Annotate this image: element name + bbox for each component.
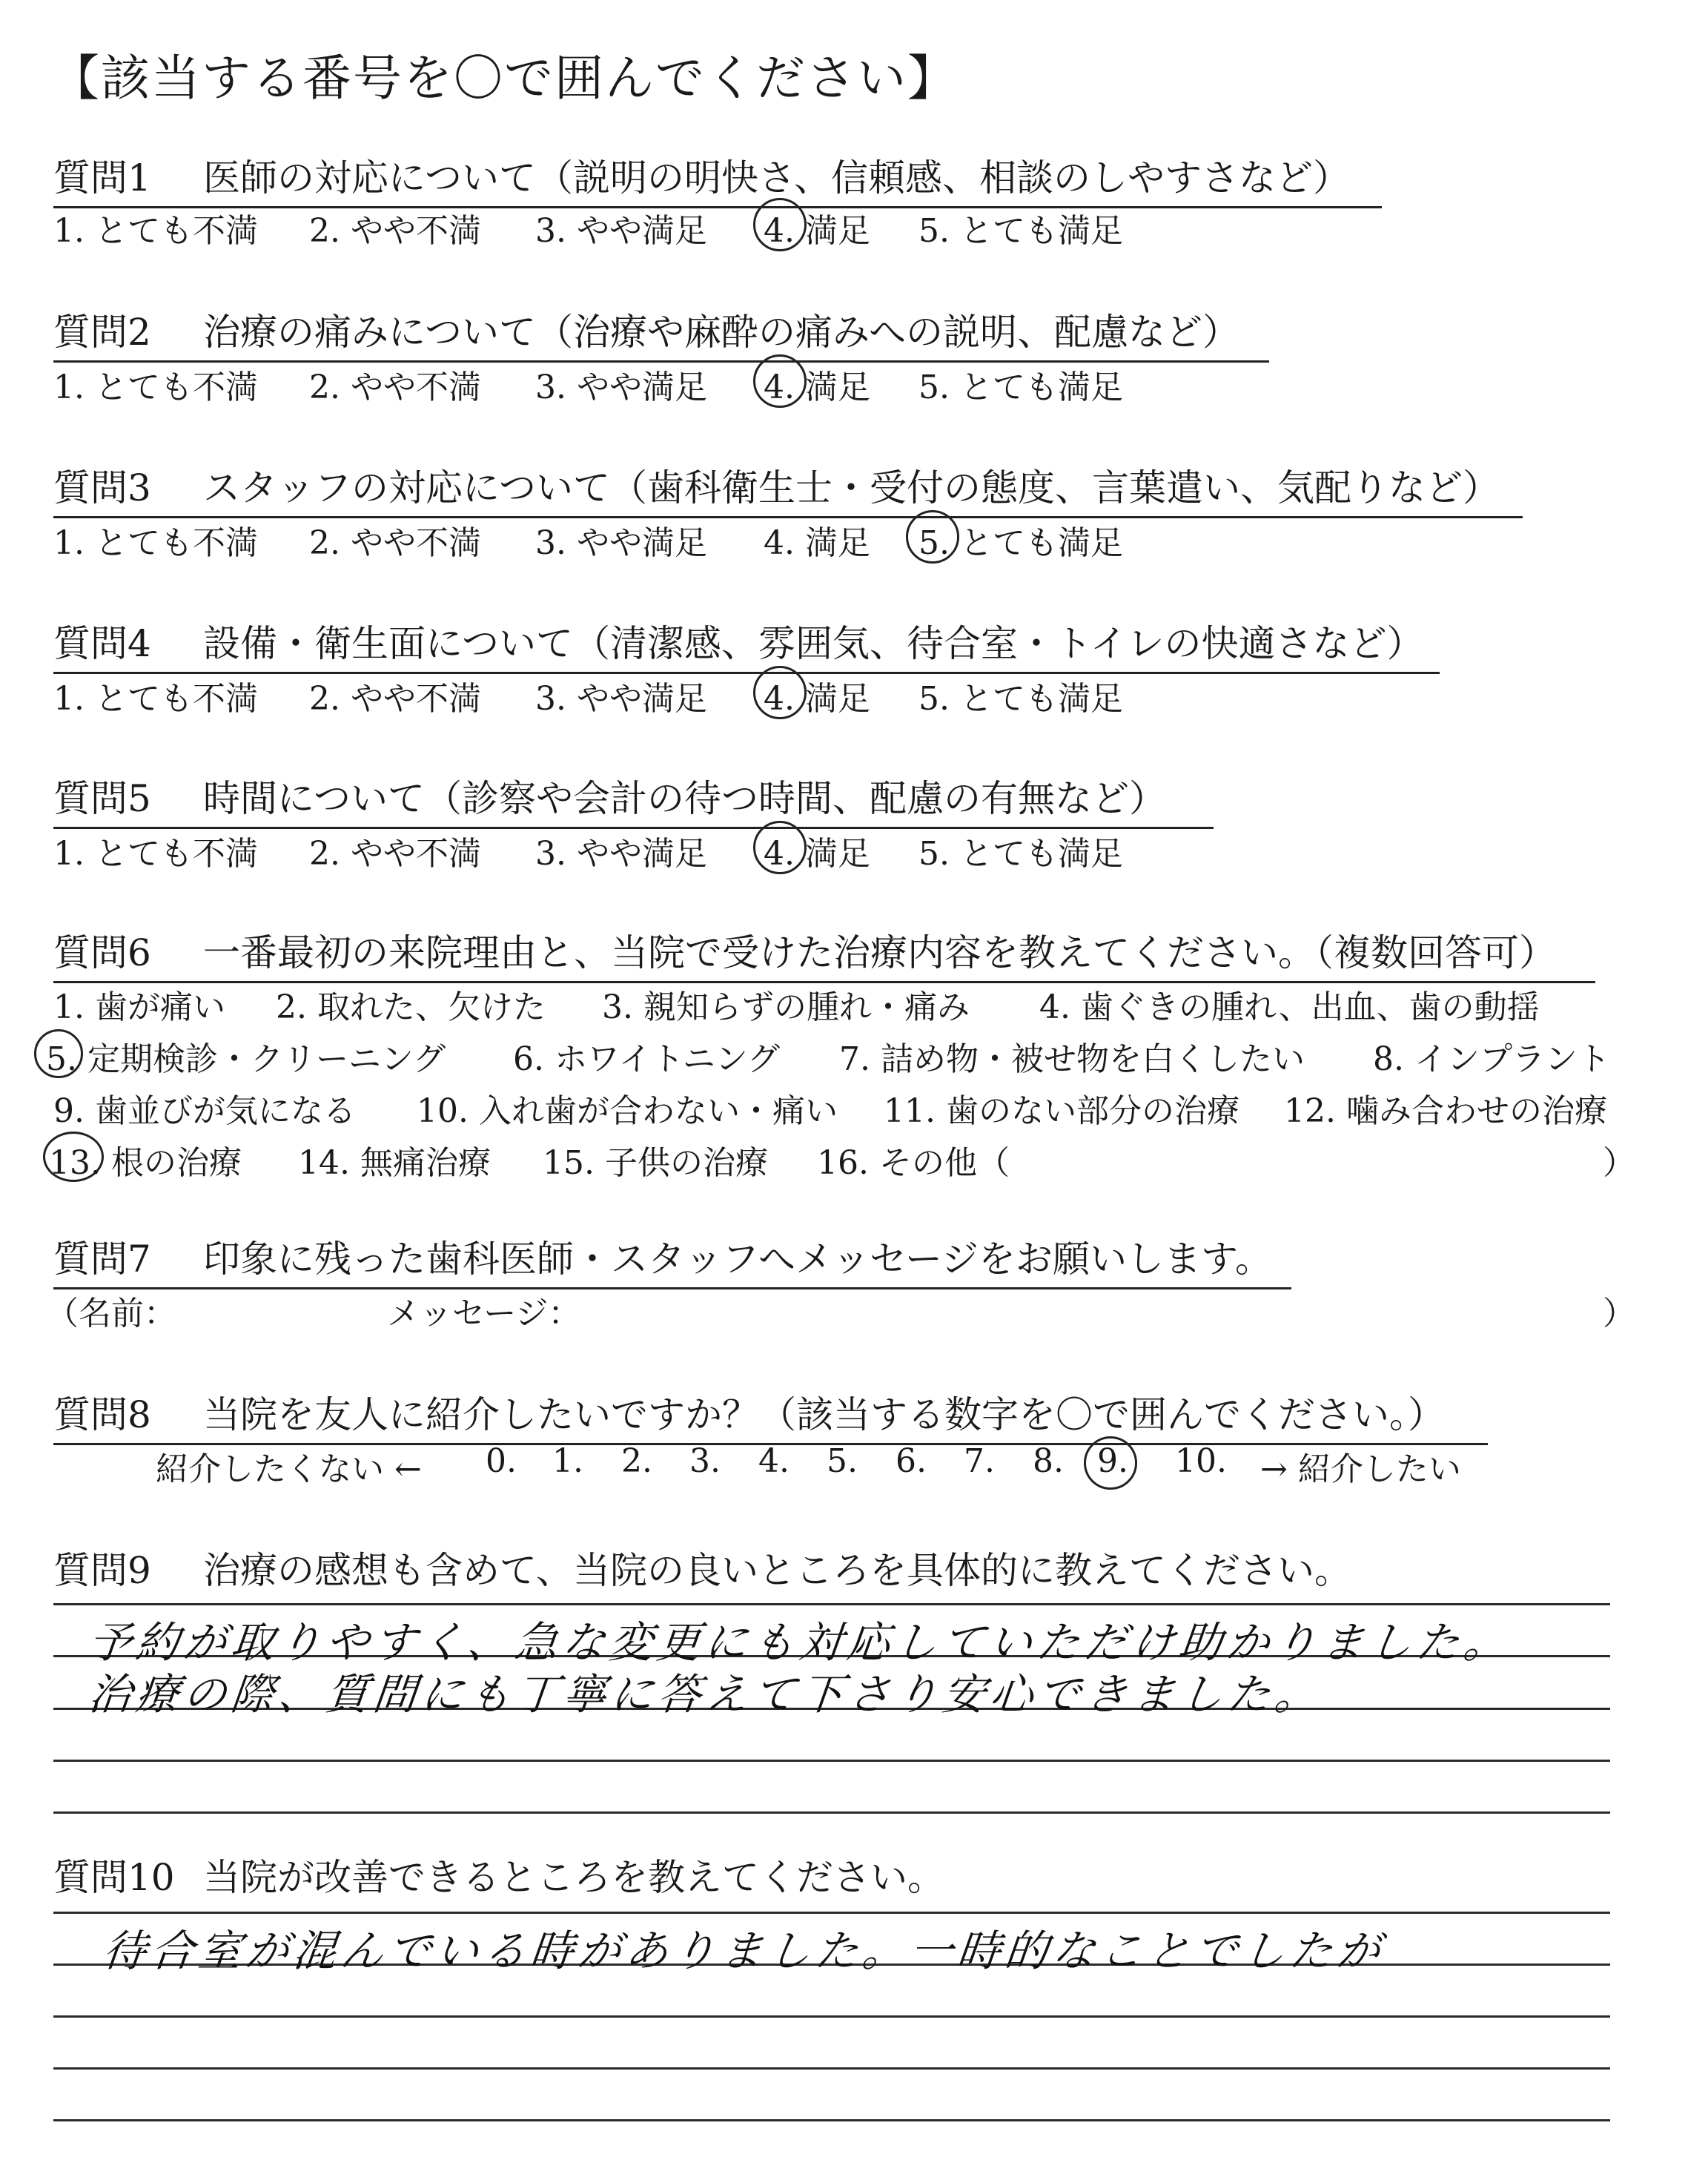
q4-option-3[interactable]: 3. やや満足 [535, 680, 707, 718]
q6-option-15[interactable]: 15. 子供の治療 [543, 1144, 768, 1182]
q1-option-5[interactable]: 5. とても満足 [918, 212, 1123, 250]
q8-left-label: 紹介したくない ← [156, 1450, 422, 1488]
q10-answer-line-3 [53, 2015, 1610, 2018]
q4-option-4[interactable]: 4. 満足 [764, 680, 870, 718]
question-8-text: 当院を友人に紹介したいですか？（該当する数字を〇で囲んでください。） [203, 1393, 1445, 1436]
q8-option-3[interactable]: 3. [689, 1442, 721, 1480]
question-1-heading [53, 148, 1382, 208]
question-4-heading [53, 614, 1440, 674]
q6-option-9[interactable]: 9. 歯並びが気になる [53, 1092, 356, 1130]
q3-option-1[interactable]: 1. とても不満 [53, 524, 258, 562]
q10-handwritten-answer-1: 待合室が混んでいる時がありました。一時的なことでしたが [100, 1926, 1388, 1976]
page-title: 【該当する番号を〇で囲んでください】 [50, 50, 958, 107]
q6-option-14[interactable]: 14. 無痛治療 [298, 1144, 491, 1182]
q6-option-3[interactable]: 3. 親知らずの腫れ・痛み [602, 988, 970, 1026]
q8-option-6[interactable]: 6. [896, 1442, 927, 1480]
q10-answer-line-5 [53, 2119, 1610, 2121]
q6-option-6[interactable]: 6. ホワイトニング [513, 1040, 781, 1078]
question-7-text: 印象に残った歯科医師・スタッフへメッセージをお願いします。 [203, 1238, 1272, 1281]
q9-answer-line-4 [53, 1760, 1610, 1762]
q10-answer-line-4 [53, 2067, 1610, 2070]
q6-option-13[interactable]: 13. 根の治療 [49, 1144, 242, 1182]
q8-option-5[interactable]: 5. [827, 1442, 858, 1480]
question-9-number: 質問9 [53, 1549, 151, 1592]
question-10-text: 当院が改善できるところを教えてください。 [203, 1856, 944, 1899]
question-8-heading [53, 1385, 1488, 1445]
q3-option-5[interactable]: 5. とても満足 [918, 524, 1123, 562]
question-2-number: 質問2 [53, 311, 151, 354]
question-5-text: 時間について（診察や会計の待つ時間、配慮の有無など） [203, 777, 1166, 820]
q4-option-2[interactable]: 2. やや不満 [309, 680, 481, 718]
question-2-text: 治療の痛みについて（治療や麻酔の痛みへの説明、配慮など） [203, 311, 1239, 354]
q5-option-5[interactable]: 5. とても満足 [918, 835, 1123, 873]
question-3-text: スタッフの対応について（歯科衛生士・受付の態度、言葉遣い、気配りなど） [203, 466, 1500, 509]
q2-option-3[interactable]: 3. やや満足 [535, 369, 707, 406]
q8-option-4[interactable]: 4. [758, 1442, 790, 1480]
question-4-text: 設備・衛生面について（清潔感、雰囲気、待合室・トイレの快適さなど） [203, 622, 1424, 665]
q3-option-4[interactable]: 4. 満足 [764, 524, 870, 562]
question-10-heading [53, 1848, 944, 1906]
q2-option-5[interactable]: 5. とても満足 [918, 369, 1123, 406]
q8-right-label: → 紹介したい [1260, 1450, 1461, 1488]
q6-option-7[interactable]: 7. 詰め物・被せ物を白くしたい [839, 1040, 1305, 1078]
question-7-heading [53, 1229, 1291, 1289]
q2-option-4[interactable]: 4. 満足 [764, 369, 870, 406]
q9-answer-line-5 [53, 1811, 1610, 1814]
q8-option-2[interactable]: 2. [621, 1442, 652, 1480]
question-1-text: 医師の対応について（説明の明快さ、信頼感、相談のしやすさなど） [203, 156, 1350, 199]
q2-option-2[interactable]: 2. やや不満 [309, 369, 481, 406]
q3-option-3[interactable]: 3. やや満足 [535, 524, 707, 562]
q6-option-8[interactable]: 8. インプラント [1373, 1040, 1610, 1078]
q8-option-9[interactable]: 9. [1097, 1442, 1128, 1480]
q2-option-1[interactable]: 1. とても不満 [53, 369, 258, 406]
question-1-number: 質問1 [53, 156, 151, 199]
q5-option-2[interactable]: 2. やや不満 [309, 835, 481, 873]
question-2-heading [53, 303, 1269, 363]
q8-option-7[interactable]: 7. [964, 1442, 995, 1480]
q8-option-10[interactable]: 10. [1175, 1442, 1227, 1480]
question-9-text: 治療の感想も含めて、当院の良いところを具体的に教えてください。 [203, 1549, 1351, 1592]
q9-handwritten-answer-2: 治療の際、質問にも丁寧に答えて下さり安心できました。 [85, 1669, 1325, 1720]
question-9-heading [53, 1541, 1351, 1599]
q4-option-5[interactable]: 5. とても満足 [918, 680, 1123, 718]
q6-option-5[interactable]: 5. 定期検診・クリーニング [46, 1040, 446, 1078]
q3-option-2[interactable]: 2. やや不満 [309, 524, 481, 562]
q8-option-8[interactable]: 8. [1033, 1442, 1064, 1480]
q5-option-4[interactable]: 4. 満足 [764, 835, 870, 873]
question-5-heading [53, 769, 1214, 829]
q6-close-paren: ） [1603, 1144, 1635, 1182]
q9-answer-line-1 [53, 1603, 1610, 1605]
q10-answer-line-1 [53, 1912, 1610, 1914]
question-3-heading [53, 458, 1523, 518]
q6-option-2[interactable]: 2. 取れた、欠けた [276, 988, 546, 1026]
q7-close-paren: ） [1603, 1295, 1635, 1332]
q6-option-12[interactable]: 12. 噛み合わせの治療 [1284, 1092, 1607, 1130]
q9-handwritten-answer-1: 予約が取りやすく、急な変更にも対応していただけ助かりました。 [85, 1617, 1514, 1668]
q4-option-1[interactable]: 1. とても不満 [53, 680, 258, 718]
q6-option-10[interactable]: 10. 入れ歯が合わない・痛い [417, 1092, 838, 1130]
q6-option-1[interactable]: 1. 歯が痛い [53, 988, 225, 1026]
question-10-number: 質問10 [53, 1856, 175, 1899]
q1-option-1[interactable]: 1. とても不満 [53, 212, 258, 250]
q8-option-1[interactable]: 1. [552, 1442, 583, 1480]
q7-name-label: （名前： [46, 1295, 176, 1332]
question-6-heading [53, 923, 1595, 983]
q1-option-3[interactable]: 3. やや満足 [535, 212, 707, 250]
q5-option-3[interactable]: 3. やや満足 [535, 835, 707, 873]
q5-option-1[interactable]: 1. とても不満 [53, 835, 258, 873]
q1-option-4[interactable]: 4. 満足 [764, 212, 870, 250]
q8-option-0[interactable]: 0. [486, 1442, 517, 1480]
question-5-number: 質問5 [53, 777, 151, 820]
question-4-number: 質問4 [53, 622, 151, 665]
question-6-number: 質問6 [53, 931, 151, 974]
question-7-number: 質問7 [53, 1238, 151, 1281]
q6-option-4[interactable]: 4. 歯ぐきの腫れ、出血、歯の動揺 [1039, 988, 1540, 1026]
question-6-text: 一番最初の来院理由と、当院で受けた治療内容を教えてください。（複数回答可） [203, 931, 1556, 974]
question-3-number: 質問3 [53, 466, 151, 509]
q6-option-11[interactable]: 11. 歯のない部分の治療 [884, 1092, 1239, 1130]
q7-message-label: メッセージ： [387, 1295, 581, 1332]
q6-option-16[interactable]: 16. その他（ [817, 1144, 1010, 1182]
q1-option-2[interactable]: 2. やや不満 [309, 212, 481, 250]
question-8-number: 質問8 [53, 1393, 151, 1436]
